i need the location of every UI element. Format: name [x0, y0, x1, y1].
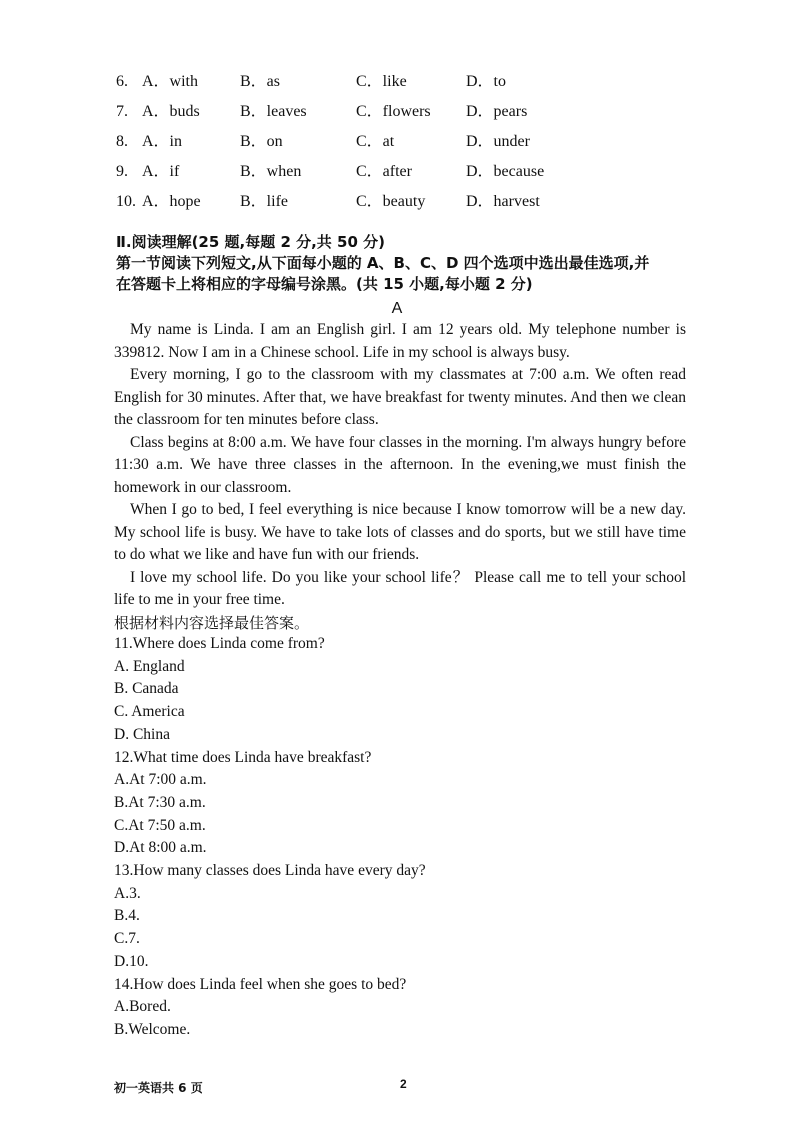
option-d: D．to [466, 73, 507, 90]
option-a: A．in [142, 133, 183, 150]
options-row-7 [116, 98, 576, 128]
options-row-9 [116, 158, 576, 188]
option-b: B．on [240, 133, 283, 150]
question-14: 14.How does Linda feel when she goes to bed? [114, 975, 407, 993]
passage-paragraph-5: I love my school life. Do you like your school life？ Please call me to tell your school life to me in your free time. [114, 568, 686, 608]
option-c: C.7. [114, 930, 140, 948]
options-row-10 [116, 188, 576, 218]
option-a: A．hope [142, 193, 201, 210]
option-c: C. America [114, 703, 185, 721]
option-d: D.10. [114, 952, 149, 970]
passage-label: A [391, 300, 403, 317]
question-number: 7. [116, 103, 128, 120]
question-number: 6. [116, 73, 128, 90]
passage-paragraph-1: My name is Linda. I am an English girl. I am 12 years old. My telephone number is 339812. Now I am in a Chinese school. Life in my school is always busy. [114, 321, 686, 361]
option-a: A. England [114, 657, 185, 675]
option-b: B．when [240, 163, 302, 180]
section-instruction-line-1: 第一节阅读下列短文,从下面每小题的 A、B、C、D 四个选项中选出最佳选项,并 [116, 254, 650, 272]
options-row-6 [116, 68, 576, 98]
option-c: C.At 7:50 a.m. [114, 816, 206, 834]
option-a: A.3. [114, 884, 141, 902]
option-d: D．under [466, 133, 530, 150]
question-12: 12.What time does Linda have breakfast? [114, 748, 372, 766]
option-d: D．because [466, 163, 545, 180]
option-c: C．flowers [356, 103, 431, 120]
option-a: A．buds [142, 103, 200, 120]
question-13: 13.How many classes does Linda have every day? [114, 862, 426, 880]
reading-section-header [116, 232, 676, 295]
option-b: B. Canada [114, 680, 179, 698]
option-c: C．at [356, 133, 395, 150]
option-d: D．pears [466, 103, 528, 120]
option-b: B.At 7:30 a.m. [114, 793, 206, 811]
question-list [114, 633, 686, 1042]
option-a: A．if [142, 163, 180, 180]
section-instruction-line-2: 在答题卡上将相应的字母编号涂黑。(共 15 小题,每小题 2 分) [116, 275, 533, 293]
question-number: 8. [116, 133, 128, 150]
section-title: Ⅱ.阅读理解(25 题,每题 2 分,共 50 分) [116, 233, 385, 251]
cloze-options-table [116, 68, 576, 218]
options-row-8 [116, 128, 576, 158]
question-number: 9. [116, 163, 128, 180]
question-number: 10. [116, 193, 136, 210]
page-number: 2 [400, 1077, 407, 1091]
option-d: D．harvest [466, 193, 540, 210]
answer-instruction: 根据材料内容选择最佳答案。 [114, 613, 310, 632]
option-b: B．as [240, 73, 281, 90]
option-c: C．after [356, 163, 412, 180]
option-c: C．like [356, 73, 407, 90]
footer-total-pages: 初一英语共 6 页 [114, 1081, 203, 1095]
passage-paragraph-4: When I go to bed, I feel everything is nice because I know tomorrow will be a new day. My school life is busy. We have to take lots of classes and do sports, but we still have time to do what we like and have fun with our friends. [114, 501, 686, 563]
passage-paragraph-2: Every morning, I go to the classroom with my classmates at 7:00 a.m. We often read English for 30 minutes. After that, we have breakfast for twenty minutes. And then we clean the classroom for ten minutes before class. [114, 366, 686, 428]
option-b: B.4. [114, 907, 140, 925]
option-c: C．beauty [356, 193, 426, 210]
option-a: A.Bored. [114, 998, 171, 1016]
option-a: A.At 7:00 a.m. [114, 771, 207, 789]
option-d: D. China [114, 725, 170, 743]
reading-passage [114, 319, 686, 634]
option-b: B．life [240, 193, 288, 210]
option-b: B．leaves [240, 103, 307, 120]
passage-paragraph-3: Class begins at 8:00 a.m. We have four classes in the morning. I'm always hungry before 11:30 a.m. We have three classes in the afternoon. In the evening,we must finish the homework in our classroom. [114, 433, 686, 496]
option-b: B.Welcome. [114, 1020, 191, 1038]
option-a: A．with [142, 73, 199, 90]
option-d: D.At 8:00 a.m. [114, 839, 207, 857]
question-11: 11.Where does Linda come from? [114, 635, 325, 652]
